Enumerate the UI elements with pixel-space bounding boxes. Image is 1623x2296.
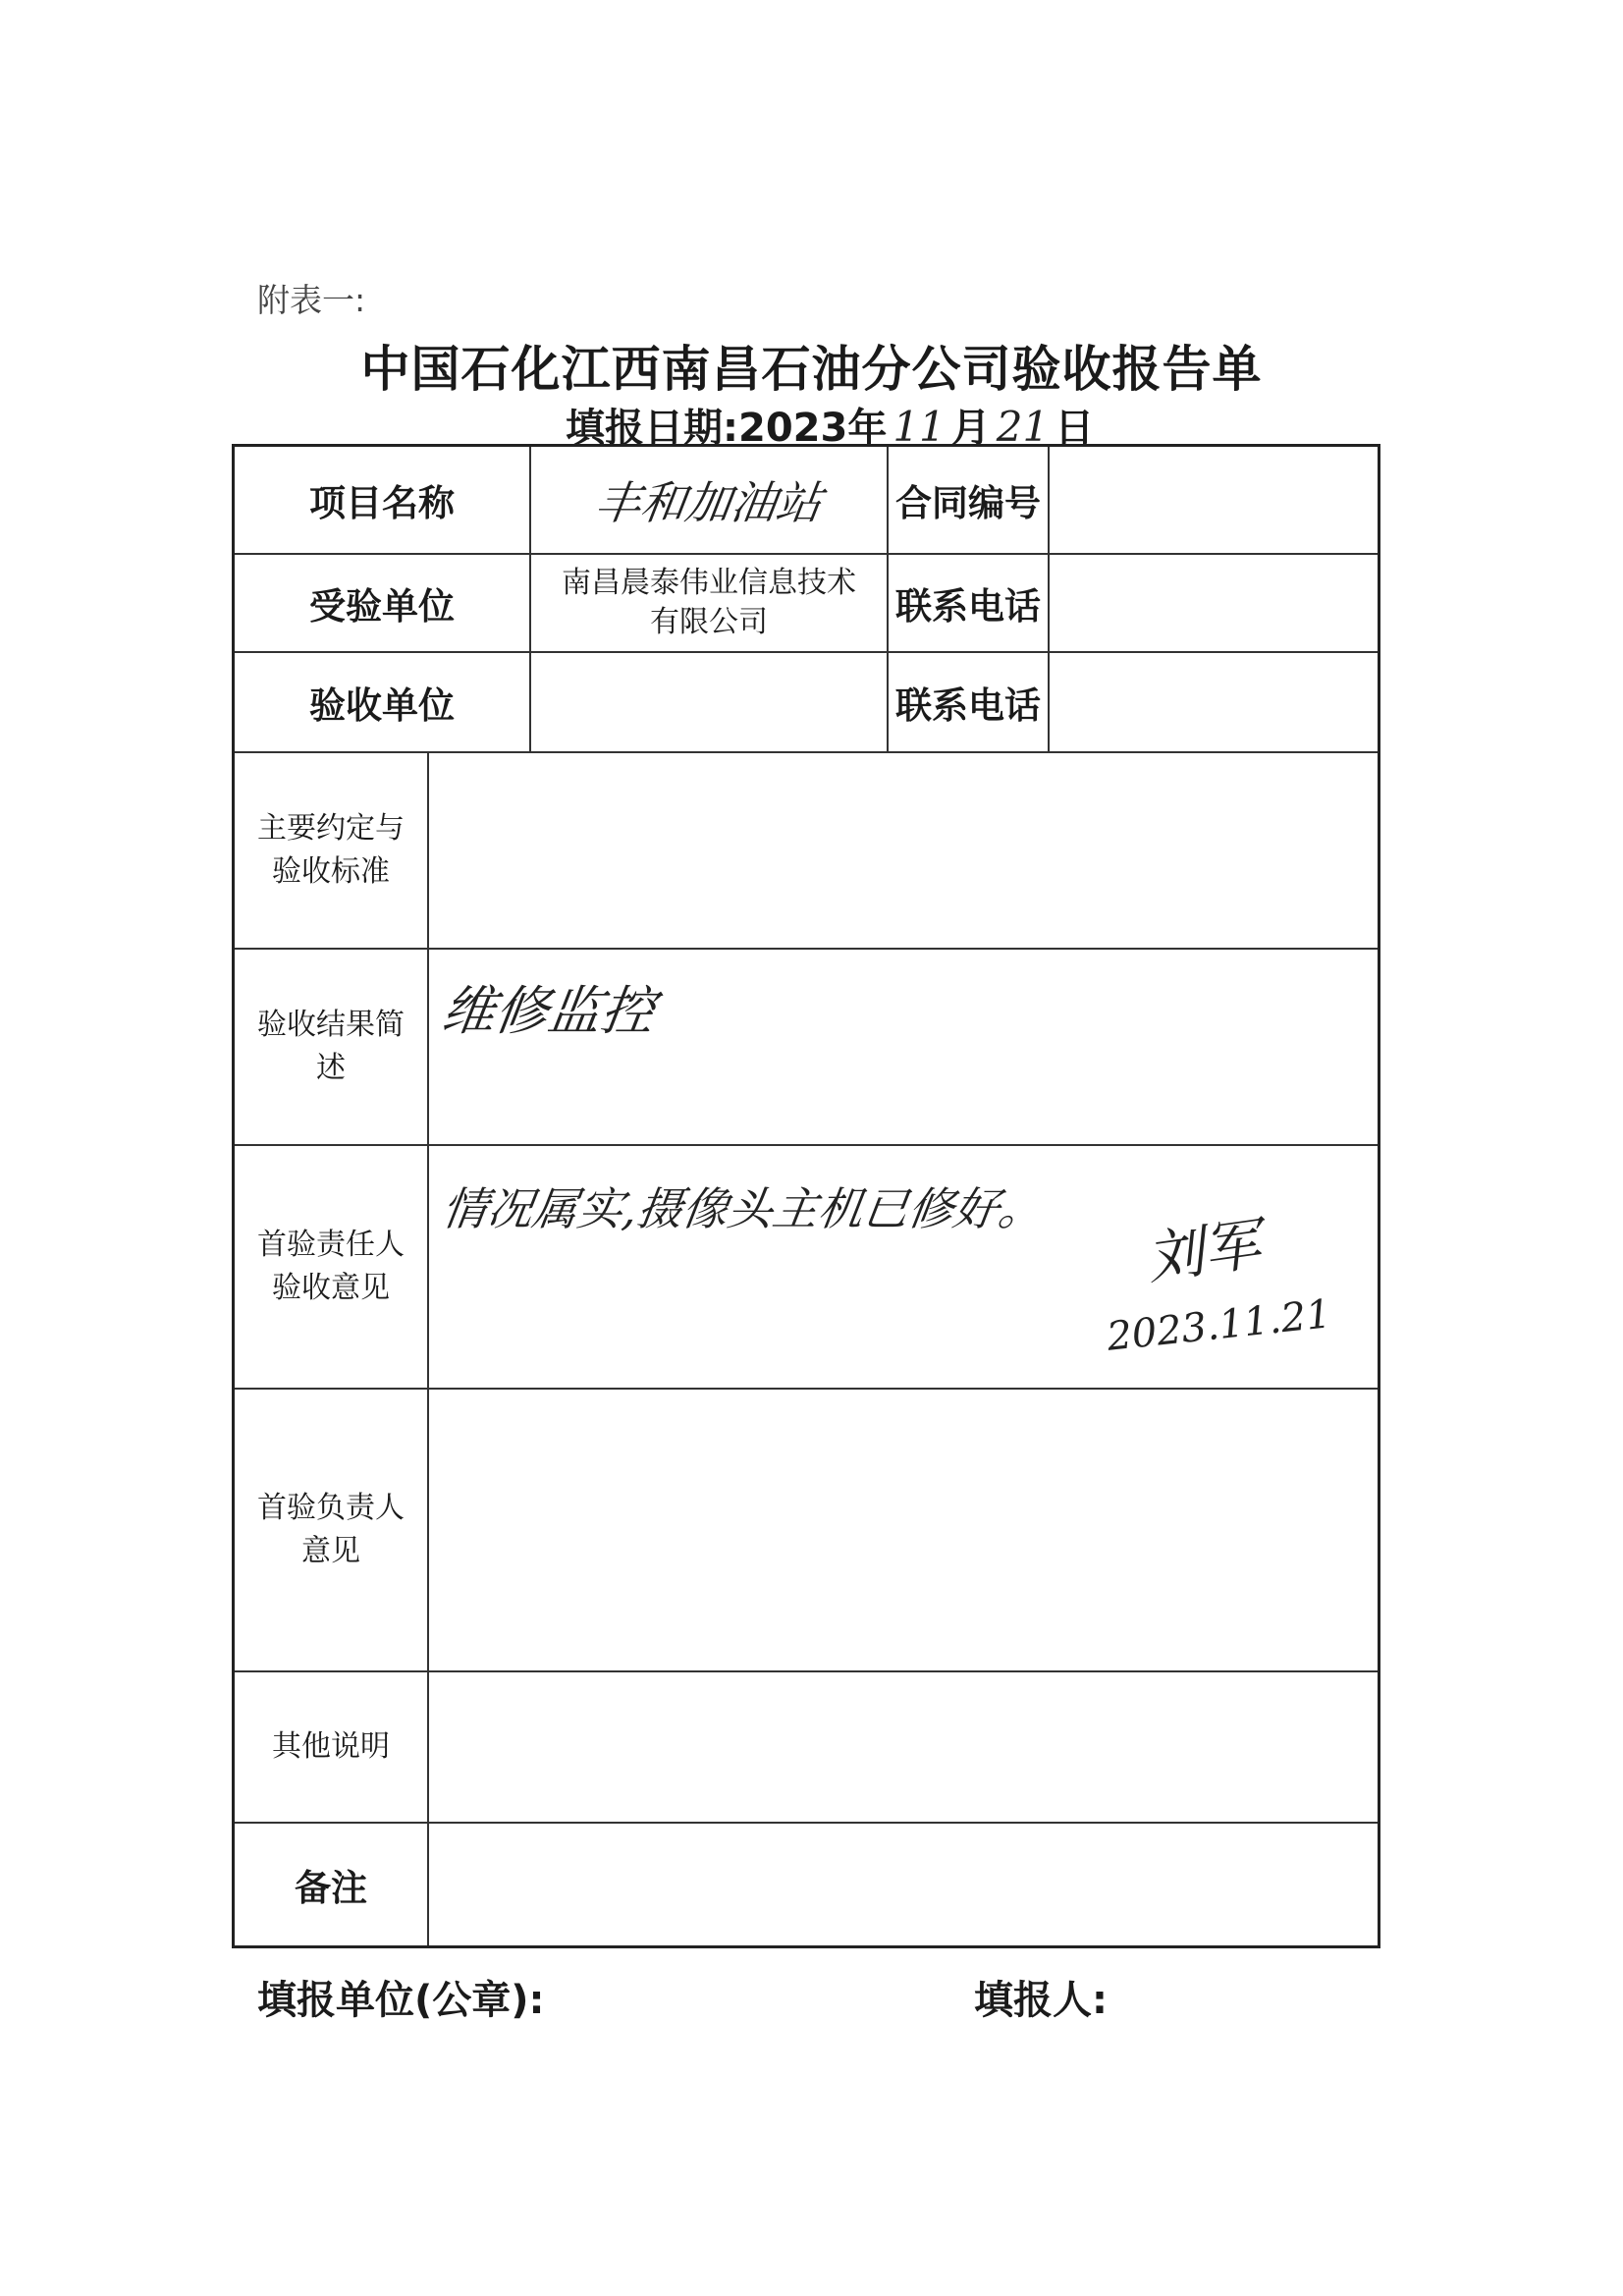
project-name-label: 项目名称 — [309, 482, 455, 524]
accepted-unit-value-line1: 南昌晨泰伟业信息技术 — [562, 566, 856, 600]
agreement-standard-label-line1: 主要约定与 — [257, 811, 405, 846]
contact-phone-label-1: 联系电话 — [895, 585, 1041, 628]
first-inspector-opinion-value — [429, 1146, 1378, 1388]
fill-date-day: 21 — [996, 403, 1050, 451]
lead-inspector-opinion-label — [235, 1390, 427, 1670]
remarks-label: 备注 — [295, 1867, 367, 1909]
reporting-unit-label: 填报单位(公章): — [257, 1978, 545, 2023]
acceptance-unit-value — [531, 653, 887, 751]
result-summary-label — [235, 950, 427, 1144]
accepted-unit-value — [531, 555, 887, 651]
contact-phone-value-2 — [1050, 653, 1378, 751]
first-inspector-date: 2023.11.21 — [1105, 1291, 1333, 1360]
remarks-value — [429, 1824, 1378, 1945]
contract-no-label: 合同编号 — [895, 482, 1041, 524]
acceptance-form-table — [232, 444, 1380, 1948]
project-name-value — [531, 447, 887, 553]
project-name-handwriting: 丰和加油站 — [591, 476, 826, 529]
contact-phone-value-1 — [1050, 555, 1378, 651]
agreement-standard-label-line2: 验收标准 — [272, 854, 390, 889]
result-summary-label-line1: 验收结果简 — [257, 1008, 405, 1042]
result-summary-handwriting: 维修监控 — [438, 980, 659, 1042]
result-summary-label-line2: 述 — [316, 1051, 346, 1085]
fill-date-day-unit: 日 — [1055, 406, 1095, 451]
other-notes-value — [429, 1672, 1378, 1822]
contact-phone-label-2: 联系电话 — [895, 684, 1041, 727]
contract-no-value — [1050, 447, 1378, 553]
lead-inspector-opinion-label-line2: 意见 — [301, 1534, 360, 1568]
lead-inspector-opinion-label-line1: 首验负责人 — [257, 1491, 405, 1525]
fill-date-year: 2023 — [738, 406, 848, 451]
first-inspector-opinion-handwriting: 情况属实,摄像头主机已修好。 — [438, 1182, 1048, 1235]
agreement-standard-label — [235, 753, 427, 948]
document-title: 中国石化江西南昌石油分公司验收报告单 — [360, 341, 1263, 398]
first-inspector-opinion-label-line1: 首验责任人 — [257, 1228, 405, 1262]
other-notes-label: 其他说明 — [272, 1729, 390, 1764]
lead-inspector-opinion-value — [429, 1390, 1378, 1670]
acceptance-unit-label: 验收单位 — [309, 684, 455, 727]
first-inspector-opinion-label — [235, 1146, 427, 1388]
fill-date-label: 填报日期: — [566, 406, 738, 451]
reporter-label: 填报人: — [974, 1978, 1108, 2023]
fill-date-year-unit: 年 — [847, 406, 888, 451]
first-inspector-signature: 刘军 — [1142, 1210, 1265, 1292]
result-summary-value — [429, 950, 1378, 1144]
accepted-unit-label: 受验单位 — [309, 585, 455, 628]
accepted-unit-value-line2: 有限公司 — [650, 605, 768, 639]
appendix-label: 附表一: — [257, 281, 366, 319]
agreement-standard-value — [429, 753, 1378, 948]
fill-date-month-unit: 月 — [950, 406, 991, 451]
fill-date-month: 11 — [893, 403, 946, 451]
first-inspector-opinion-label-line2: 验收意见 — [272, 1271, 390, 1305]
